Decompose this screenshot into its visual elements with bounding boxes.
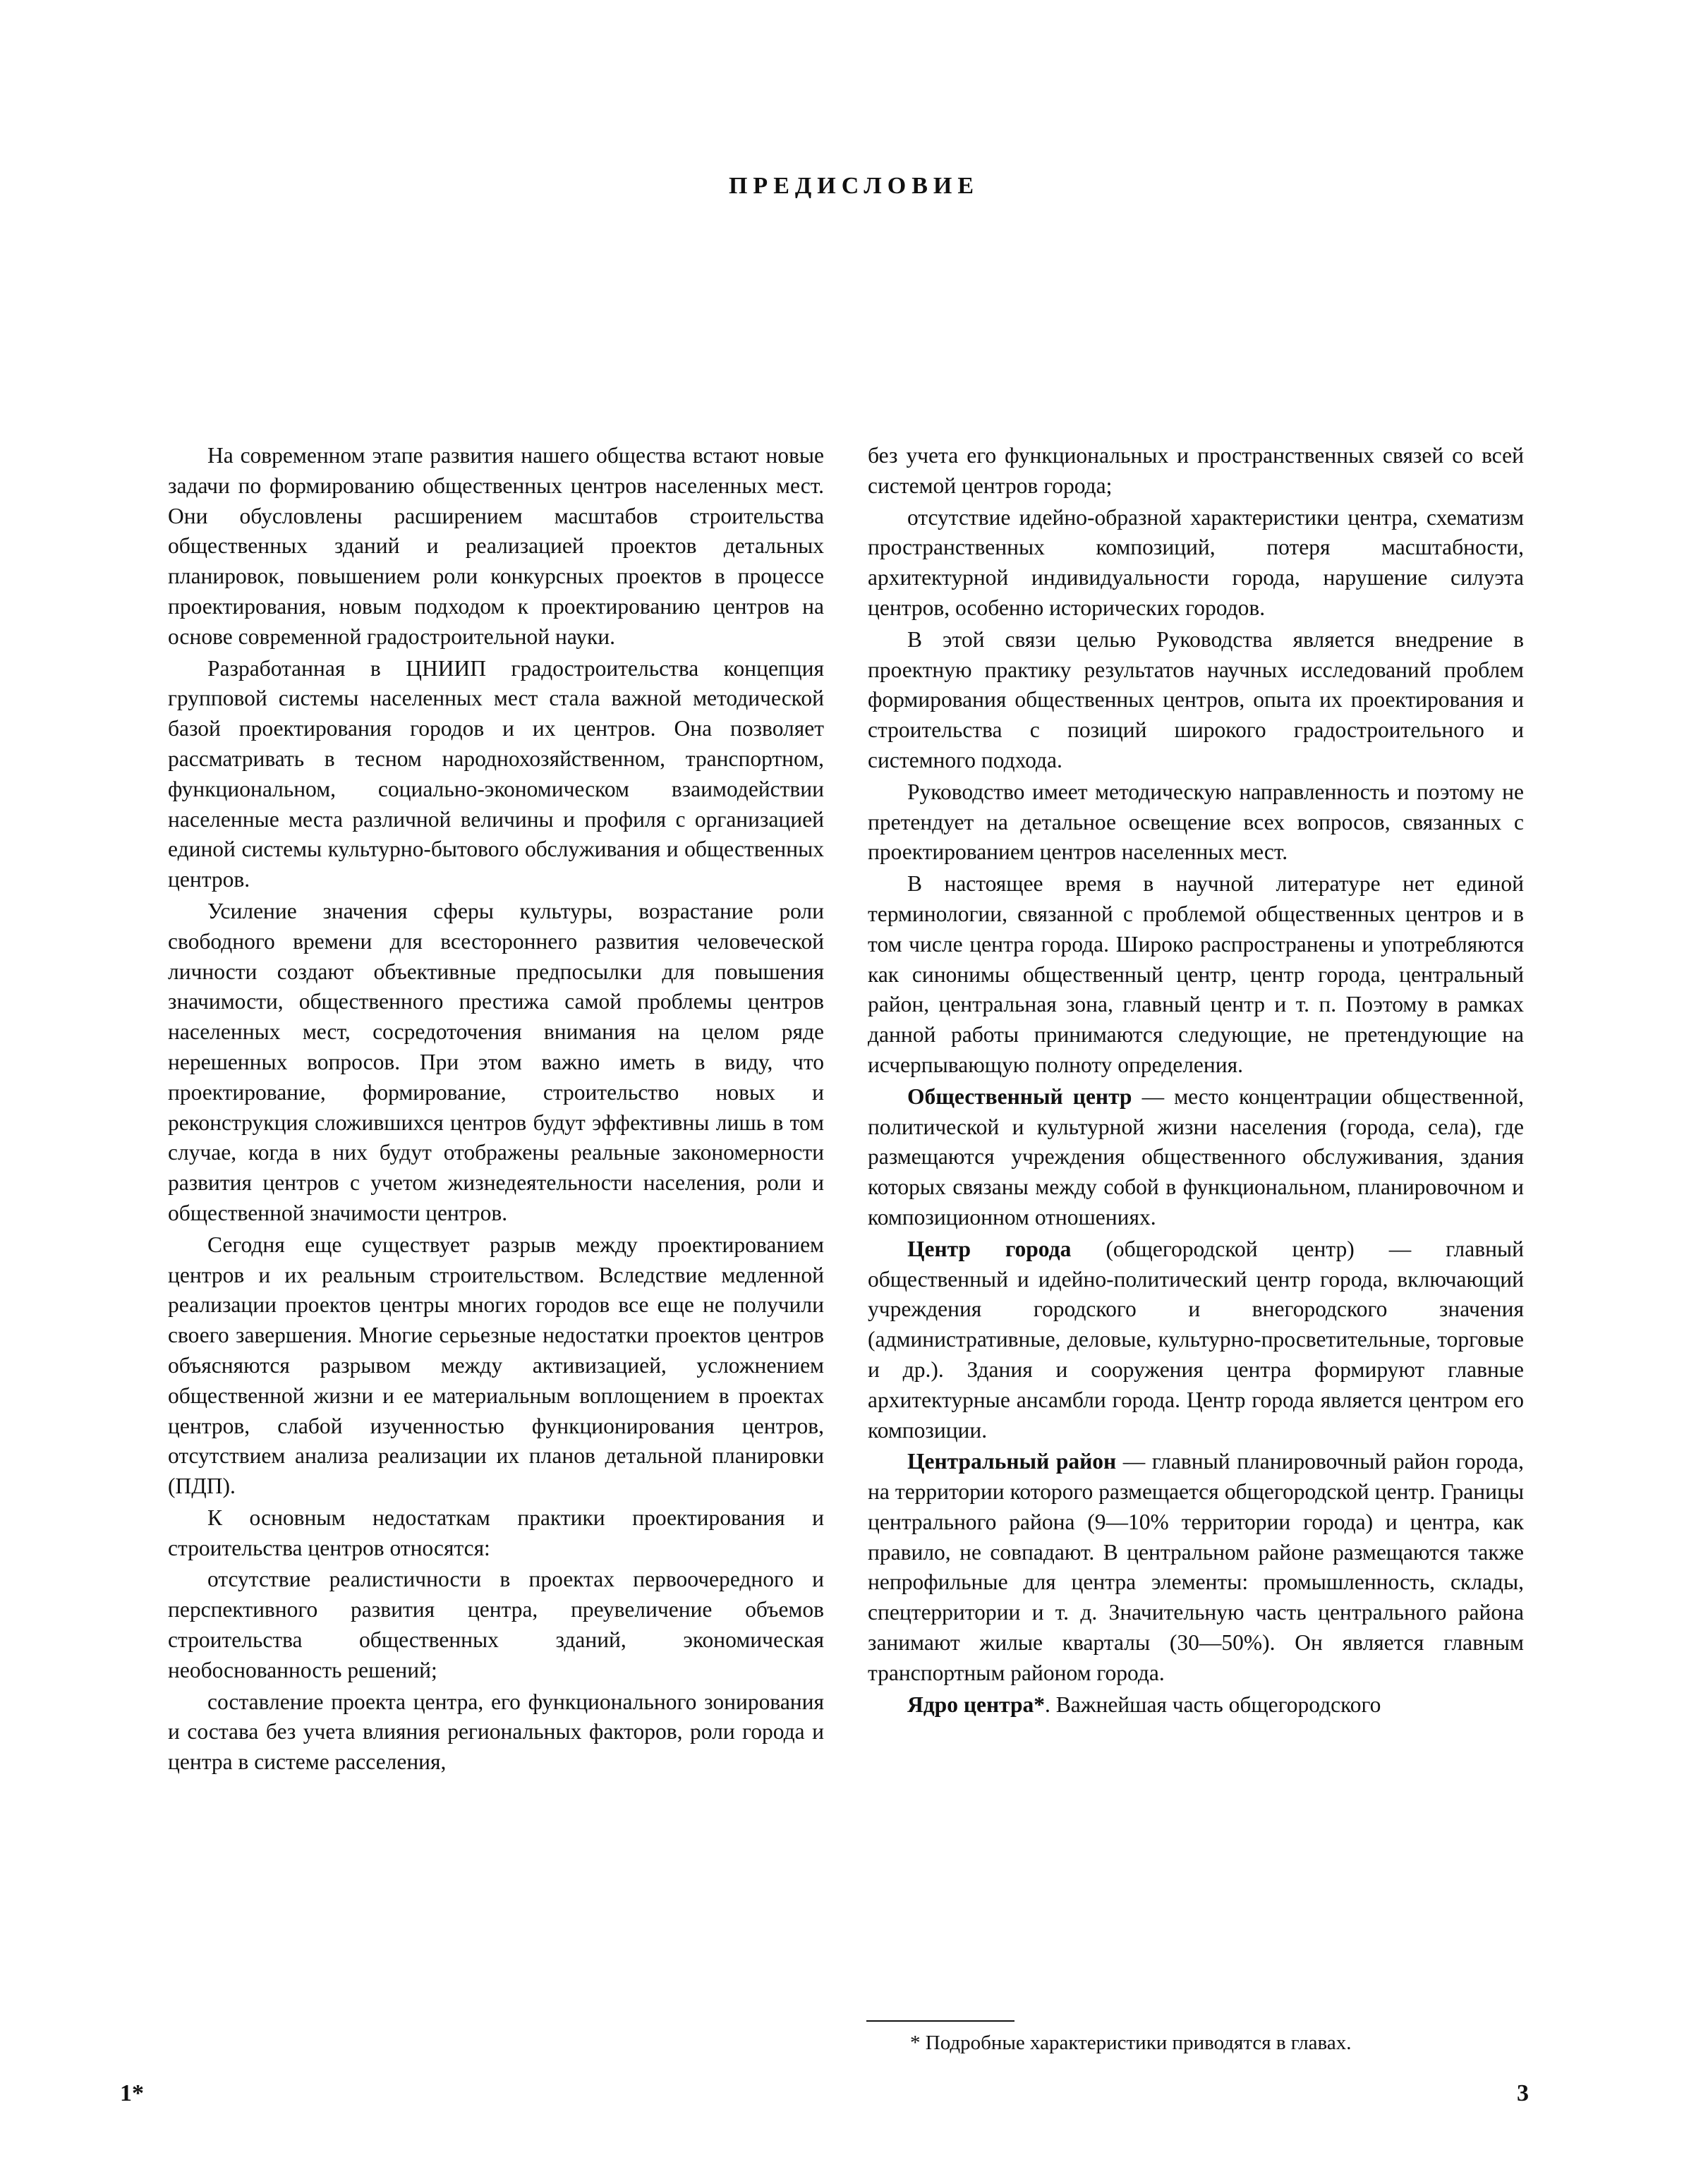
- definition-term: Ядро центра*: [907, 1692, 1045, 1717]
- signature-mark: 1*: [120, 2080, 144, 2106]
- list-item: отсутствие идейно-образной характеристики центра, схематизм пространственных композиций, потеря масштабности, архитектурной индивидуальности города, нарушение силуэта центров, особенно исторических городов.: [868, 504, 1524, 620]
- definition: [868, 1082, 1524, 1233]
- paragraph: Разработанная в ЦНИИП градостроительства концепция групповой системы населенных мест стала важной методической базой проектирования городов и их центров. Она позволяет рассматривать в тесном народнохозяйственном, транспортном, функциональном, социально-экономическом взаимодействии населенные места различной величины и профиля с организацией единой системы культурно-бытового обслуживания и общественных центров.: [168, 655, 824, 892]
- right-column: [868, 441, 1524, 1720]
- footnote: * Подробные характеристики приводятся в главах.: [910, 2032, 1352, 2054]
- definition-text: — место концентрации общественной, политической и культурной жизни населения (города, села), где размещаются учреждения общественного обслуживания, здания которых связаны между собой в функциональном, планировочном и композиционном отношениях.: [868, 1084, 1525, 1230]
- paragraph: Сегодня еще существует разрыв между проектированием центров и их реальным строительством. Вследствие медленной реализации проектов центры многих городов все еще не получили своего завершения. Многие серьезные недостатки проектов центров объясняются разрывом между активизацией, усложнением общественной жизни и ее материальным воплощением в проектах центров, слабой изученностью функционирования центров, отсутствием анализа реализации их планов детальной планировки (ПДП).: [168, 1232, 824, 1499]
- definition-text: — главный планировочный район города, на территории которого размещается общегородской центр. Границы центрального района (9—10% территории города) и центра, как правило, не совпадают. В центральном районе размещаются также непрофильные для центра элементы: промышленность, склады, спецтерритории и т. д. Значительную часть центрального района занимают жилые кварталы (30—50%). Он является главным транспортным районом города.: [868, 1449, 1525, 1685]
- list-item: составление проекта центра, его функционального зонирования и состава без учета влияния региональных факторов, роли города и центра в системе расселения,: [168, 1689, 824, 1775]
- definition-term: Центральный район: [907, 1449, 1117, 1474]
- list-item: отсутствие реалистичности в проектах первоочередного и перспективного развития центра, преувеличение объемов строительства общественных зданий, экономическая необоснованность решений;: [168, 1567, 824, 1682]
- page-number: 3: [1517, 2080, 1529, 2106]
- definition: [868, 1690, 1524, 1720]
- definition-text: (общегородской центр) — главный общественный и идейно-политический центр города, включающий учреждения городского и внегородского значения (административные, деловые, культурно-просветительные, торговые и др.). Здания и сооружения центра формируют главные архитектурные ансамбли города. Центр города является центром его композиции.: [868, 1236, 1524, 1443]
- paragraph: без учета его функциональных и пространственных связей со всей системой центров города;: [868, 443, 1524, 498]
- left-column: [168, 441, 824, 1778]
- definition: [868, 1234, 1524, 1446]
- paragraph: К основным недостаткам практики проектирования и строительства центров относятся:: [168, 1505, 824, 1560]
- paragraph: Усиление значения сферы культуры, возрастание роли свободного времени для всестороннего развития человеческой личности создают объективные предпосылки для повышения значимости, общественного престижа самой проблемы центров населенных мест, сосредоточения внимания на целом ряде нерешенных вопросов. При этом важно иметь в виду, что проектирование, формирование, строительство новых и реконструкция сложившихся центров будут эффективны лишь в том случае, когда в них будут отображены реальные закономерности развития центров с учетом жизнедеятельности населения, роли и общественной значимости центров.: [168, 898, 824, 1225]
- paragraph: На современном этапе развития нашего общества встают новые задачи по формированию общественных центров населенных мест. Они обусловлены расширением масштабов строительства общественных зданий и реализацией проектов детальных планировок, повышением роли конкурсных проектов в процессе проектирования, новым подходом к проектированию центров на основе современной градостроительной науки.: [168, 443, 824, 649]
- paragraph: Руководство имеет методическую направленность и поэтому не претендует на детальное освещение всех вопросов, связанных с проектированием центров населенных мест.: [868, 779, 1524, 865]
- definition-text: . Важнейшая часть общегородского: [1044, 1692, 1381, 1717]
- definition: [868, 1447, 1524, 1688]
- page-title: ПРЕДИСЛОВИЕ: [728, 173, 980, 199]
- definition-term: Общественный центр: [907, 1084, 1132, 1109]
- definition-term: Центр города: [907, 1236, 1072, 1261]
- paragraph: В настоящее время в научной литературе нет единой терминологии, связанной с проблемой общественных центров и в том числе центра города. Широко распространены и употребляются как синонимы общественный центр, центр города, центральный район, центральная зона, главный центр и т. п. Поэтому в рамках данной работы принимаются следующие, не претендующие на исчерпывающую полноту определения.: [868, 871, 1524, 1077]
- footnote-divider: [866, 2020, 1014, 2022]
- paragraph: В этой связи целью Руководства является внедрение в проектную практику результатов научных исследований проблем формирования общественных центров, опыта их проектирования и строительства с позиций широкого градостроительного и системного подхода.: [868, 626, 1524, 772]
